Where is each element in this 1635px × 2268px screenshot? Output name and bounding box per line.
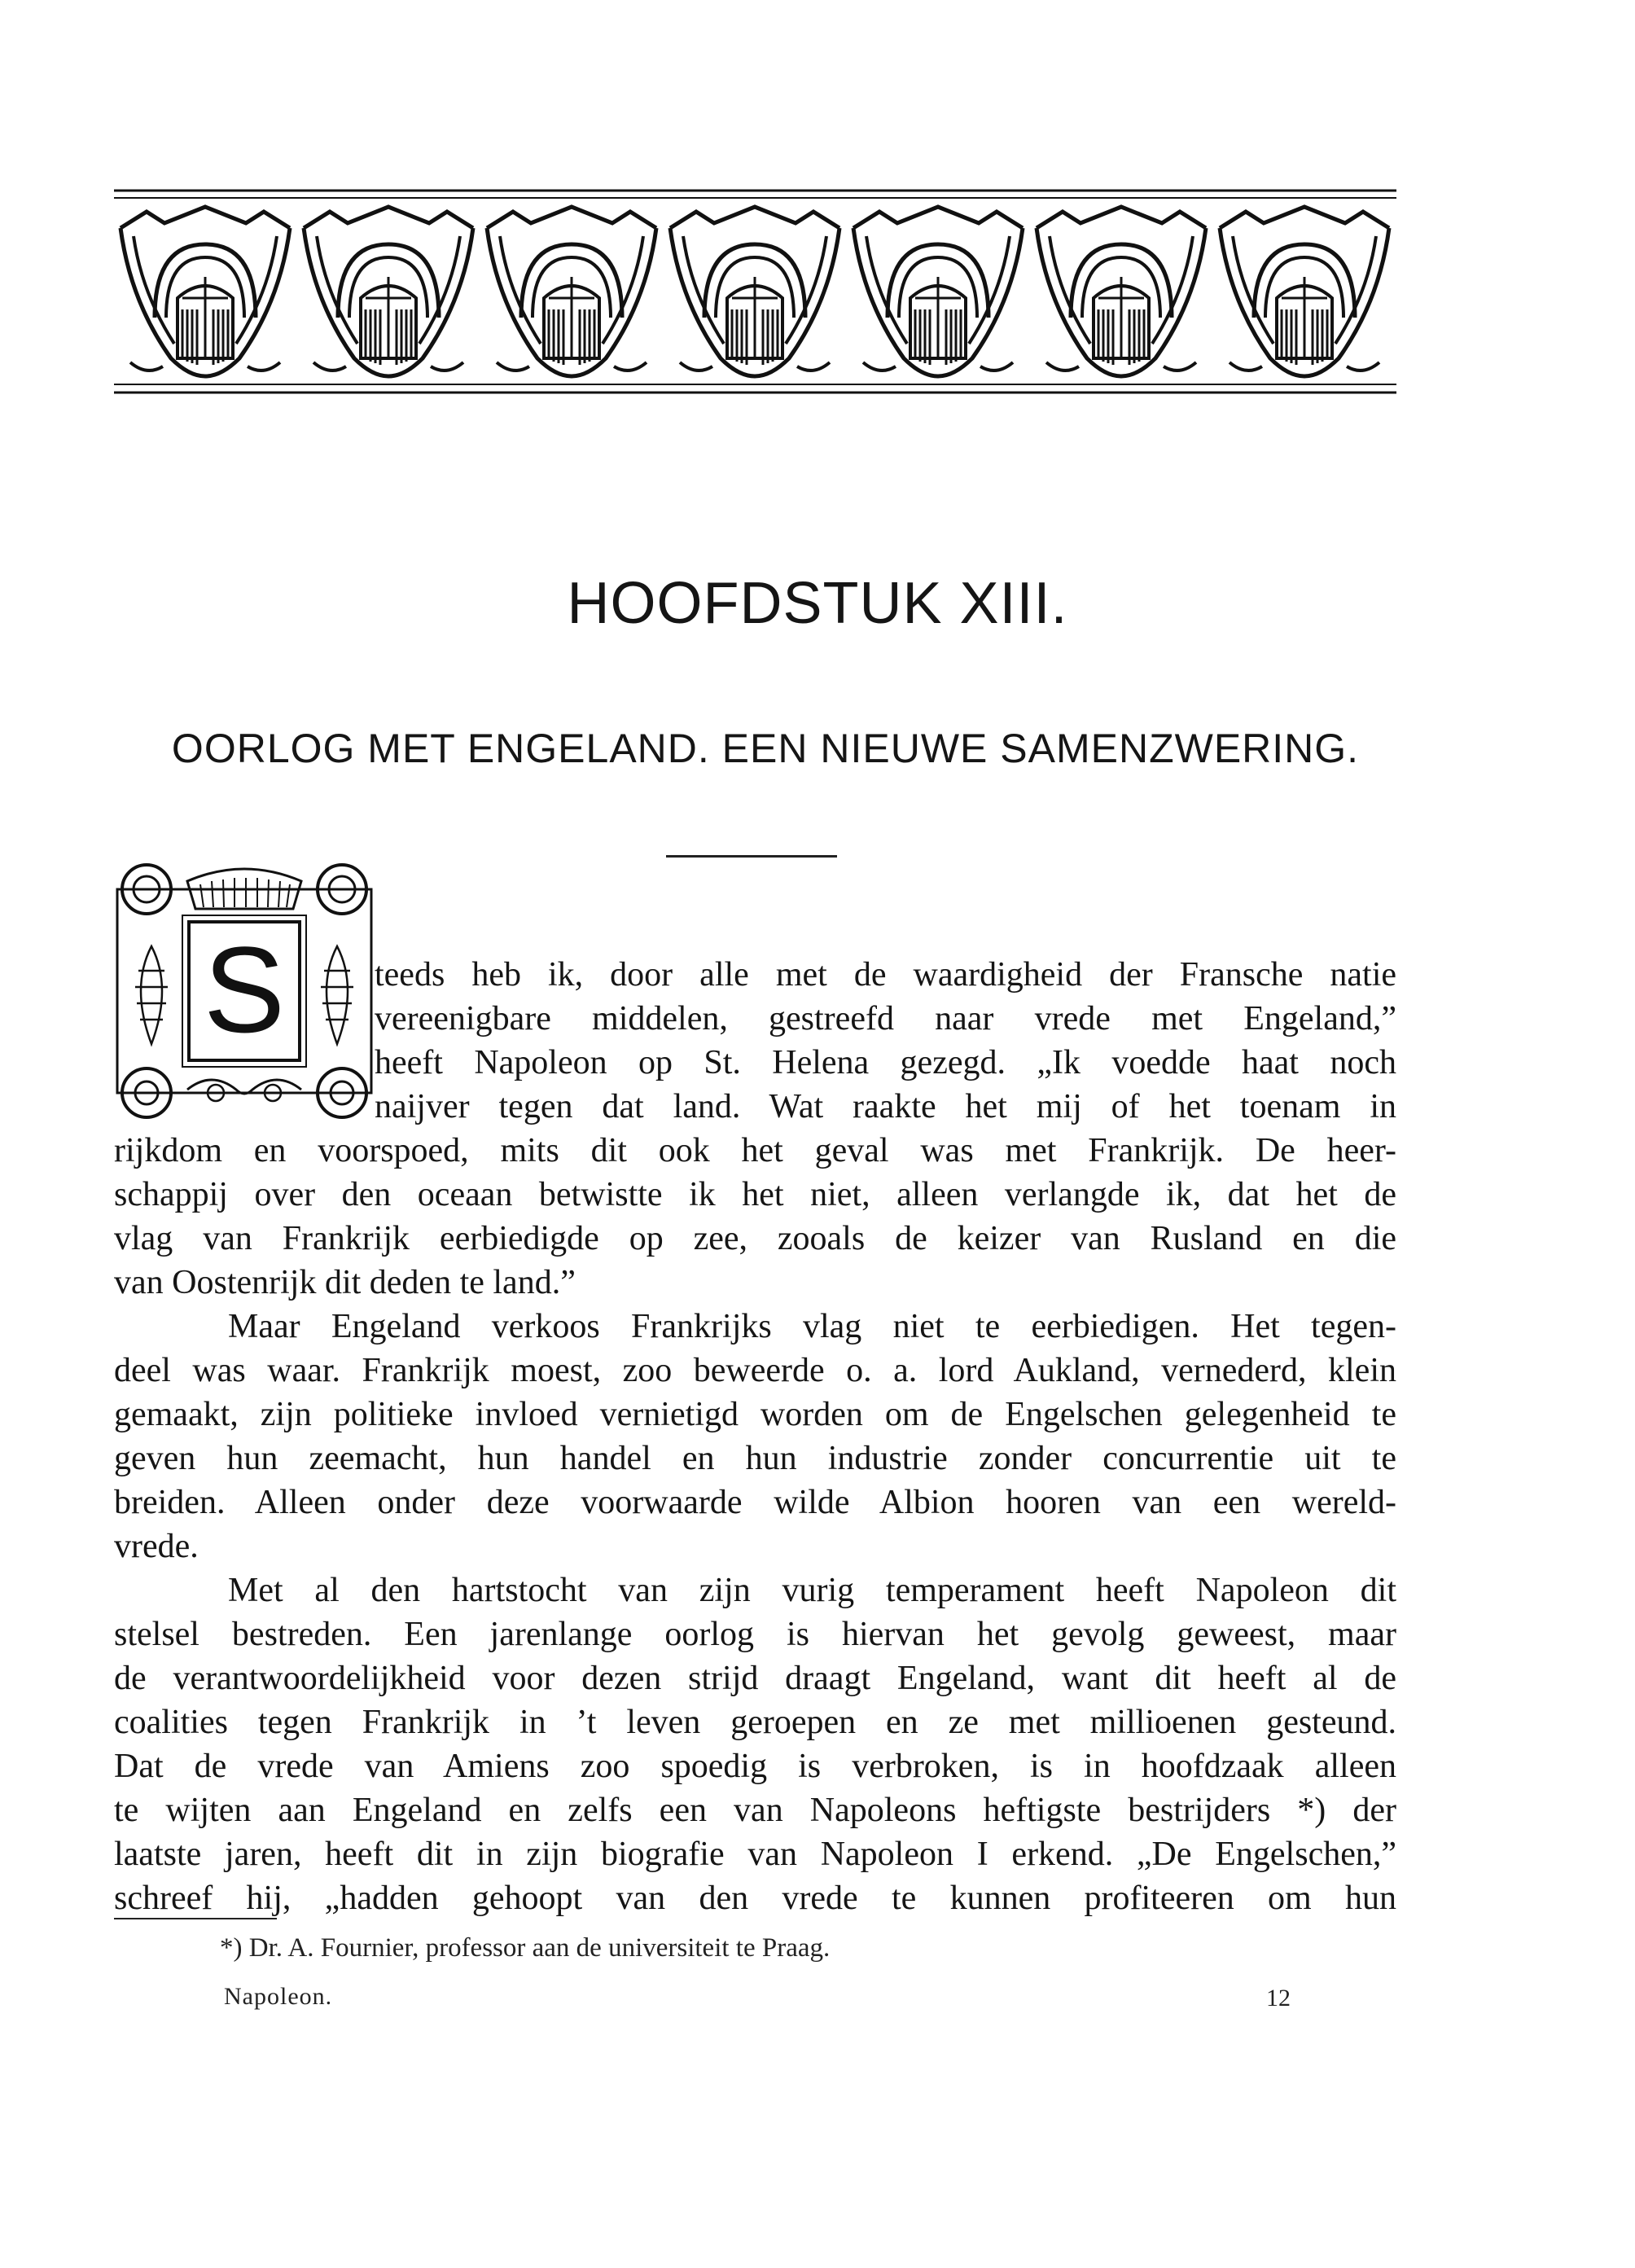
body-line: heeft Napoleon op St. Helena gezegd. „Ik voedde haat noch (375, 1044, 1396, 1081)
body-line: deel was waar. Frankrijk moest, zoo beweerde o. a. lord Aukland, vernederd, klein (114, 1352, 1396, 1389)
body-line: geven hun zeemacht, hun handel en hun industrie zonder concurrentie uit te (114, 1440, 1396, 1477)
body-line: rijkdom en voorspoed, mits dit ook het geval was met Frankrijk. De heer- (114, 1132, 1396, 1169)
body-line: laatste jaren, heeft dit in zijn biografie van Napoleon I erkend. „De Engelschen,” (114, 1836, 1396, 1873)
dropcap-letter: S (203, 921, 286, 1058)
body-line: stelsel bestreden. Een jarenlange oorlog is hiervan het gevolg geweest, maar (114, 1616, 1396, 1653)
body-line: schreef hij, „hadden gehoopt van den vrede te kunnen profiteeren om hun (114, 1880, 1396, 1917)
footnote-divider (114, 1918, 277, 1919)
body-line: vereenigbare middelen, gestreefd naar vrede met Engeland,” (375, 1000, 1396, 1037)
body-line: vlag van Frankrijk eerbiedigde op zee, zooals de keizer van Rusland en die (114, 1220, 1396, 1257)
body-line: de verantwoordelijkheid voor dezen strijd draagt Engeland, want dit heeft al de (114, 1660, 1396, 1697)
body-line: teeds heb ik, door alle met de waardigheid der Fransche natie (375, 956, 1396, 994)
body-line: Met al den hartstocht van zijn vurig temperament heeft Napoleon dit (228, 1572, 1396, 1609)
body-line: Dat de vrede van Amiens zoo spoedig is verbroken, is in hoofdzaak alleen (114, 1748, 1396, 1785)
footnote: *) Dr. A. Fournier, professor aan de universiteit te Praag. (220, 1933, 831, 1963)
body-line: gemaakt, zijn politieke invloed vernietigd worden om de Engelschen gelegenheid te (114, 1396, 1396, 1433)
page-number: 12 (1266, 1985, 1291, 2011)
running-footer-title: Napoleon. (224, 1983, 333, 2010)
body-line: breiden. Alleen onder deze voorwaarde wilde Albion hooren van een wereld- (114, 1484, 1396, 1521)
body-line: te wijten aan Engeland en zelfs een van Napoleons heftigste bestrijders *) der (114, 1792, 1396, 1829)
body-line: coalities tegen Frankrijk in ’t leven geroepen en ze met millioenen gesteund. (114, 1704, 1396, 1741)
chapter-subtitle: OORLOG MET ENGELAND. EEN NIEUWE SAMENZWERING. (171, 726, 1360, 771)
body-line: vrede. (114, 1528, 199, 1565)
body-line: van Oostenrijk dit deden te land.” (114, 1264, 576, 1301)
title-divider (666, 855, 837, 858)
body-line: naijver tegen dat land. Wat raakte het mij of het toenam in (375, 1088, 1396, 1125)
ornamental-header-band (114, 186, 1396, 397)
body-line: schappij over den oceaan betwistte ik het niet, alleen verlangde ik, dat het de (114, 1176, 1396, 1213)
body-line: Maar Engeland verkoos Frankrijks vlag niet te eerbiedigen. Het tegen- (228, 1308, 1396, 1345)
chapter-title: HOOFDSTUK XIII. (567, 571, 1068, 636)
